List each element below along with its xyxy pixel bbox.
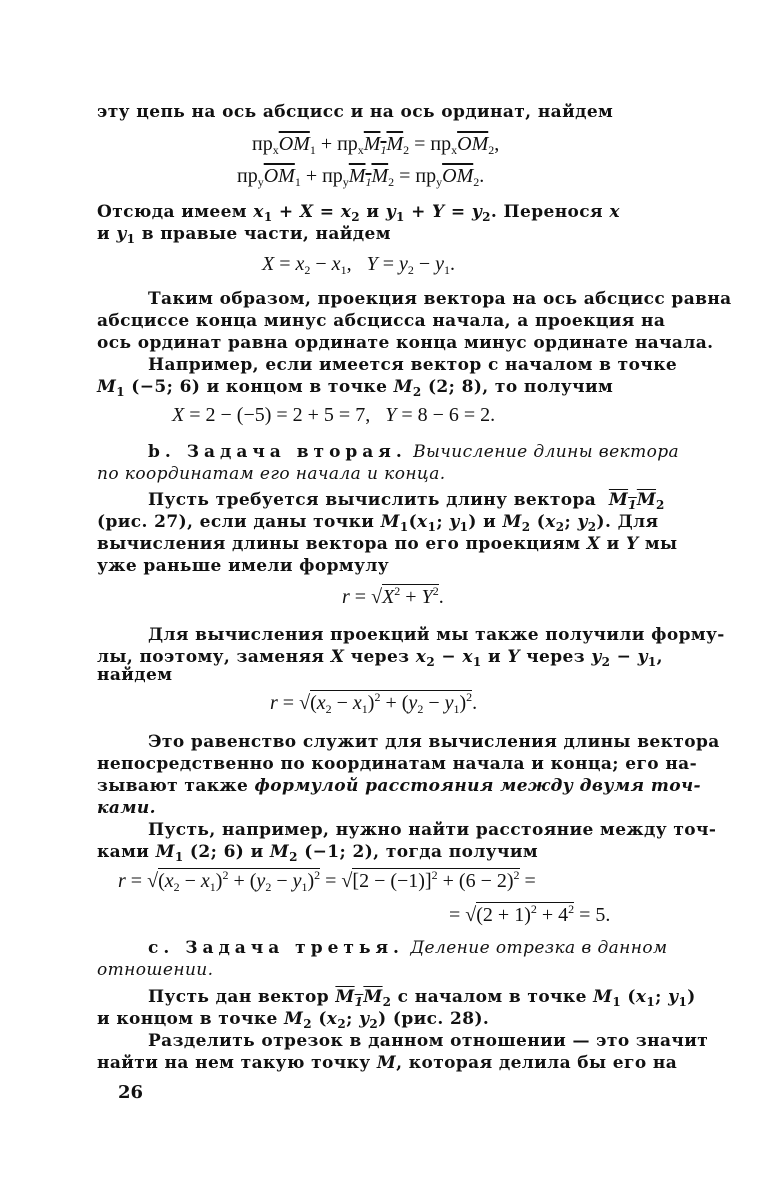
section-heading-b: b. Задача вторая. Вычисление длины вектора xyxy=(148,442,680,462)
text-line: Это равенство служит для вычисления длины вектора xyxy=(148,732,720,752)
formula-distance-example-2: = $√(2 + 1)^2 + 4^2 = 5$. xyxy=(449,902,611,926)
formula-example-projections: X = 2 − (−5) = 2 + 5 = 7, Y = 8 − 6 = 2. xyxy=(172,404,496,426)
text-line: ками. xyxy=(97,798,156,818)
text-line: Разделить отрезок в данном отношении — это значит xyxy=(148,1031,709,1051)
text-line: абсциссе конца минус абсцисса начала, а проекция на xyxy=(97,311,666,331)
text-line: $M_1$ (−5; 6) и концом в точке $M_2$ (2; 8), то получим xyxy=(97,377,614,399)
text-line: Пусть дан вектор $M_1M_2$ с началом в точке $M_1$ ($x_1$; $y_1$) xyxy=(148,987,696,1009)
text-line: (рис. 27), если даны точки $M_1(x_1$; $y_1$) и $M_2$ ($x_2$; $y_2$). Для xyxy=(97,512,659,534)
formula-projection-y: $пр_y\overline{OM}_1 + пр_yM_1M_2 = пр_y\overline{OM}_2$. xyxy=(237,165,485,189)
section-title-b: по координатам его начала и конца. xyxy=(97,464,446,484)
text-line: уже раньше имели формулу xyxy=(97,556,390,576)
text-line: вычисления длины вектора по его проекциям X и Y мы xyxy=(97,534,678,554)
section-title-c: отношении. xyxy=(97,960,214,980)
text-line: Отсюда имеем $x_1 + X = x_2$ и $y_1 + Y = y_2$. Перенося x xyxy=(97,202,620,224)
text-line: Пусть требуется вычислить длину вектора $M_1M_2$ xyxy=(148,490,665,512)
text-line: лы, поэтому, заменяя X через $x_2 - x_1$ и Y через $y_2 - y_1$, xyxy=(97,647,663,669)
formula-distance: $r = √(x_2 - x_1)^2 + (y_2 - y_1)^2$. xyxy=(270,690,478,716)
formula-length-xy: $r = √X^2 + Y^2$. xyxy=(342,584,444,608)
text-line: эту цепь на ось абсцисс и на ось ординат, найдем xyxy=(97,102,614,122)
text-line: непосредственно по координатам начала и конца; его на- xyxy=(97,754,698,774)
text-line: найдем xyxy=(97,665,173,685)
text-line: найти на нем такую точку M, которая делила бы его на xyxy=(97,1053,678,1073)
text-line: Для вычисления проекций мы также получили форму- xyxy=(148,625,725,645)
text-line: Пусть, например, нужно найти расстояние между точ- xyxy=(148,820,717,840)
text-line: и концом в точке $M_2$ ($x_2$; $y_2$) (рис. 28). xyxy=(97,1009,490,1031)
text-line: ось ординат равна ординате конца минус ординате начала. xyxy=(97,333,714,353)
section-heading-c: c. Задача третья. Деление отрезка в данном xyxy=(148,938,668,958)
formula-distance-example-1: $r = √(x_2 - x_1)^2 + (y_2 - y_1)^2 = √[2 - (-1)]^2 + (6 - 2)^2$ = xyxy=(118,868,536,894)
text-line: Например, если имеется вектор с началом в точке xyxy=(148,355,678,375)
text-line: ками $M_1$ (2; 6) и $M_2$ (−1; 2), тогда получим xyxy=(97,842,539,864)
formula-projection-x: $пр_x\overline{OM}_1 + пр_xM_1M_2 = пр_x\overline{OM}_2$, xyxy=(252,133,500,157)
text-line: Таким образом, проекция вектора на ось абсцисс равна xyxy=(148,289,732,309)
text-line: зывают также формулой расстояния между двумя точ- xyxy=(97,776,701,796)
formula-xy-difference: $X = x_2 - x_1$, $Y = y_2 - y_1$. xyxy=(262,253,456,277)
page-number: 26 xyxy=(118,1082,144,1103)
text-line: и $y_1$ в правые части, найдем xyxy=(97,224,391,246)
